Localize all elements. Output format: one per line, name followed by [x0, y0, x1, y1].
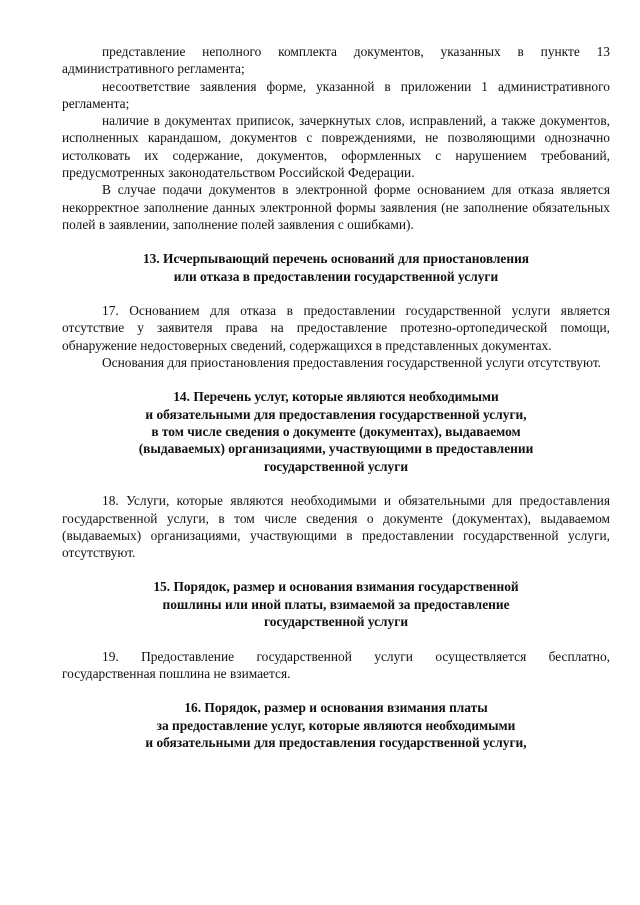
paragraph-18: 18. Услуги, которые являются необходимыми и обязательными для предоставления государственной услуги, в том числе сведения о документе (документах), выдаваемом (выдаваемых) организациями, участвующими в предоставлении государственной услуги, отсутствуют.: [62, 493, 610, 561]
section-16-heading: [62, 699, 610, 751]
section-15-heading: [62, 578, 610, 630]
paragraph-19: 19. Предоставление государственной услуги осуществляется бесплатно, государственная пошлина не взимается.: [62, 648, 610, 681]
section-13-heading-line: 13. Исчерпывающий перечень оснований для приостановления: [142, 251, 530, 267]
paragraph-17: 17. Основанием для отказа в предоставлении государственной услуги является отсутствие у заявителя права на предоставление протезно-ортопедической помощи, обнаружение недостоверных сведений, содержащихся в представленных документах.: [62, 303, 610, 353]
section-16-heading-line: за предоставление услуг, которые являются необходимыми: [156, 717, 516, 733]
paragraph-corrections: наличие в документах приписок, зачеркнутых слов, исправлений, а также документов, исполненных карандашом, документов с повреждениями, не позволяющими однозначно истолковать их содержание, документов, оформленных с нарушением требований, предусмотренных законодательством Российской Федерации.: [62, 113, 610, 181]
section-14-heading-line: государственной услуги: [263, 458, 409, 474]
section-13-heading: [62, 250, 610, 285]
section-15-heading-line: пошлины или иной платы, взимаемой за предоставление: [162, 596, 510, 612]
section-14-heading-line: в том числе сведения о документе (документах), выдаваемом: [151, 424, 521, 440]
section-16-heading-line: 16. Порядок, размер и основания взимания платы: [184, 700, 488, 716]
section-14-heading-line: и обязательными для предоставления государственной услуги,: [145, 406, 527, 422]
paragraph-form-mismatch: несоответствие заявления форме, указанной в приложении 1 административного регламента;: [62, 78, 610, 111]
grounds-list: [62, 43, 610, 233]
section-16-heading-line: и обязательными для предоставления государственной услуги,: [145, 735, 527, 751]
paragraph-incomplete-documents: представление неполного комплекта документов, указанных в пункте 13 административного регламента;: [62, 44, 610, 77]
section-14-heading-line: 14. Перечень услуг, которые являются необходимыми: [173, 389, 499, 405]
paragraph-electronic-form: В случае подачи документов в электронной форме основанием для отказа является некорректное заполнение данных электронной формы заявления (не заполнение обязательных полей в заявлении, заполнение полей заявления с ошибками).: [62, 182, 610, 232]
section-15-heading-line: государственной услуги: [263, 614, 409, 630]
section-14-heading-line: (выдаваемых) организациями, участвующими в предоставлении: [138, 441, 534, 457]
paragraph-suspension: Основания для приостановления предоставления государственной услуги отсутствуют.: [102, 354, 602, 370]
section-14-heading: [62, 388, 610, 475]
section-13-heading-line: или отказа в предоставлении государственной услуги: [173, 268, 499, 284]
section-15-heading-line: 15. Порядок, размер и основания взимания государственной: [153, 579, 519, 595]
